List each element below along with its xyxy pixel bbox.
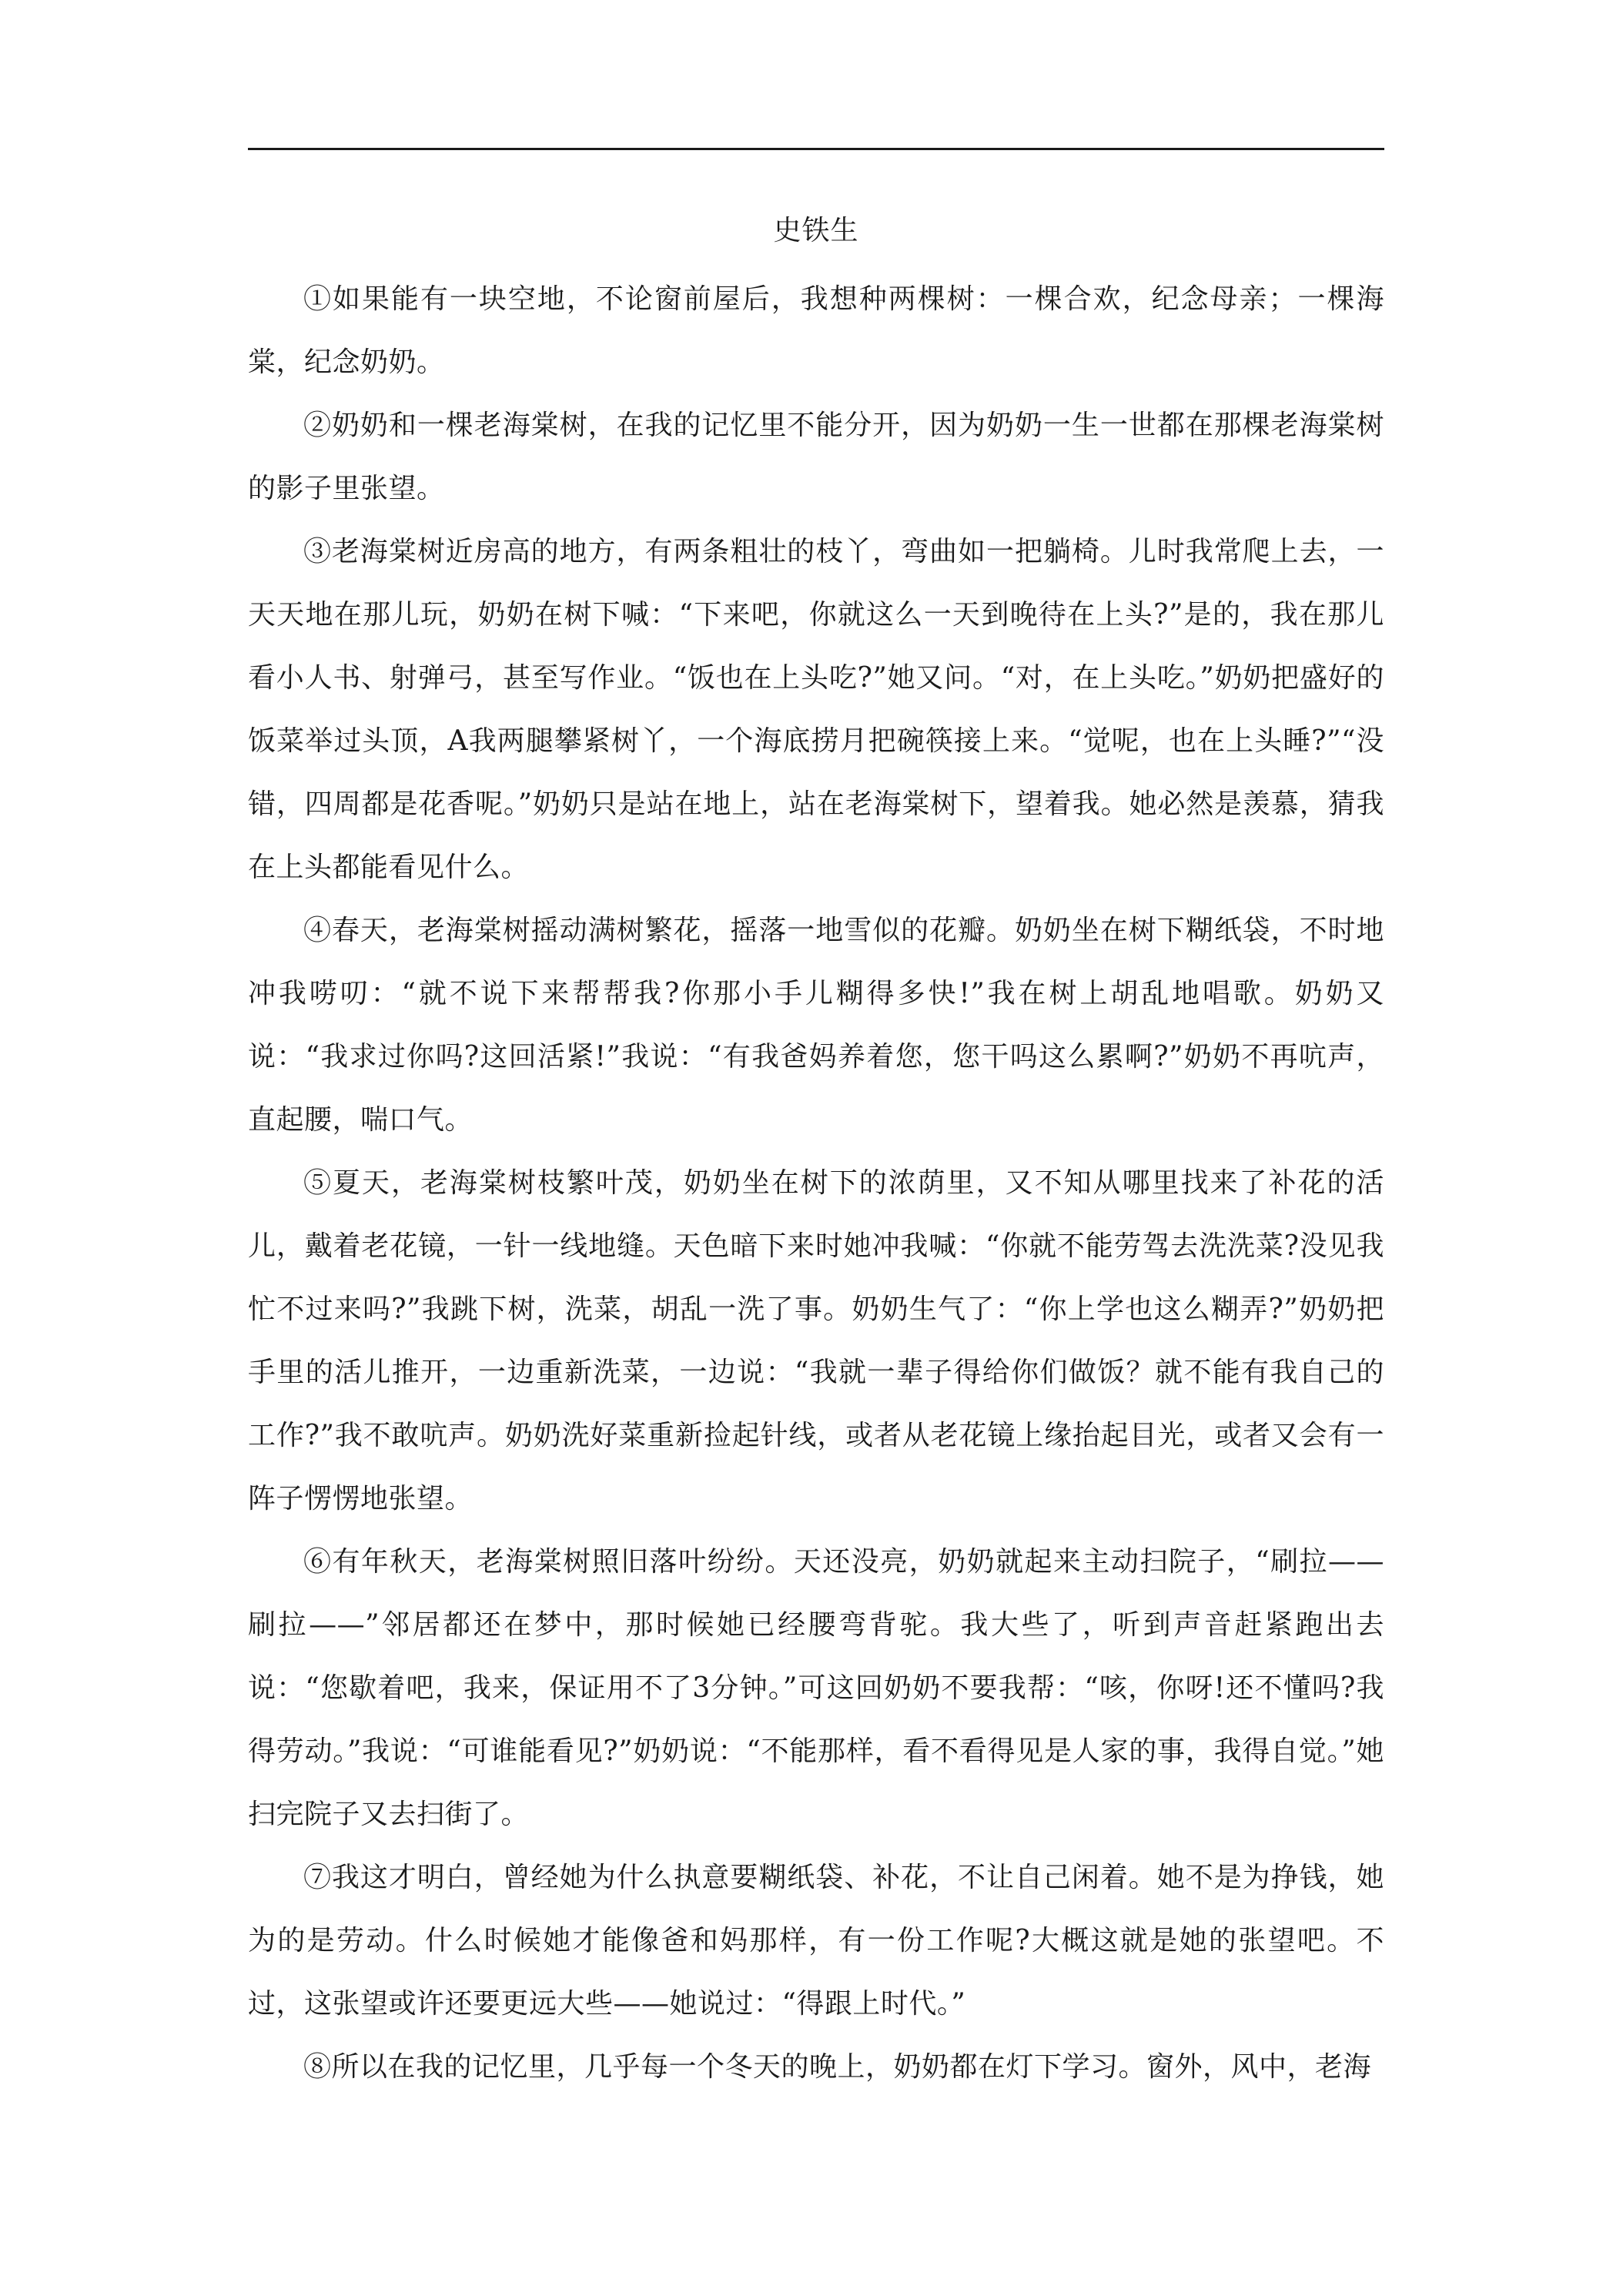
- paragraph-2: ②奶奶和一棵老海棠树，在我的记忆里不能分开，因为奶奶一生一世都在那棵老海棠树的影子里张望。: [248, 410, 1384, 504]
- author-name: 史铁生: [773, 215, 859, 246]
- article-body: [248, 268, 1384, 2099]
- paragraph-6: ⑥有年秋天，老海棠树照旧落叶纷纷。天还没亮，奶奶就起来主动扫院子，“刷拉——刷拉——”邻居都还在梦中，那时候她已经腰弯背驼。我大些了，听到声音赶紧跑出去说：“您歇着吧，我来，保证用不了3分钟。”可这回奶奶不要我帮：“咳，你呀!还不懂吗?我得劳动。”我说：“可谁能看见?”奶奶说：“不能那样，看不看得见是人家的事，我得自觉。”她扫完院子又去扫街了。: [248, 1546, 1384, 1830]
- paragraph-8: ⑧所以在我的记忆里，几乎每一个冬天的晚上，奶奶都在灯下学习。窗外，风中，老海: [303, 2051, 1372, 2083]
- paragraph-3: ③老海棠树近房高的地方，有两条粗壮的枝丫，弯曲如一把躺椅。儿时我常爬上去，一天天地在那儿玩，奶奶在树下喊：“下来吧，你就这么一天到晚待在上头?”是的，我在那儿看小人书、射弹弓，甚至写作业。“饭也在上头吃?”她又问。“对，在上头吃。”奶奶把盛好的饭菜举过头顶，A我两腿攀紧树丫，一个海底捞月把碗筷接上来。“觉呢，也在上头睡?”“没错，四周都是花香呢。”奶奶只是站在地上，站在老海棠树下，望着我。她必然是羡慕，猜我在上头都能看见什么。: [248, 536, 1384, 883]
- paragraph-5: ⑤夏天，老海棠树枝繁叶茂，奶奶坐在树下的浓荫里，又不知从哪里找来了补花的活儿，戴着老花镜，一针一线地缝。天色暗下来时她冲我喊：“你就不能劳驾去洗洗菜?没见我忙不过来吗?”我跳下树，洗菜，胡乱一洗了事。奶奶生气了：“你上学也这么糊弄?”奶奶把手里的活儿推开，一边重新洗菜，一边说：“我就一辈子得给你们做饭？就不能有我自己的工作?”我不敢吭声。奶奶洗好菜重新捡起针线，或者从老花镜上缘抬起目光，或者又会有一阵子愣愣地张望。: [248, 1167, 1384, 1514]
- paragraph-7: ⑦我这才明白，曾经她为什么执意要糊纸袋、补花，不让自己闲着。她不是为挣钱，她为的是劳动。什么时候她才能像爸和妈那样，有一份工作呢?大概这就是她的张望吧。不过，这张望或许还要更远大些——她说过：“得跟上时代。”: [248, 1862, 1384, 2020]
- paragraph-1: ①如果能有一块空地，不论窗前屋后，我想种两棵树：一棵合欢，纪念母亲；一棵海棠，纪念奶奶。: [248, 283, 1384, 378]
- header-rule: [248, 148, 1384, 150]
- paragraph-4: ④春天，老海棠树摇动满树繁花，摇落一地雪似的花瓣。奶奶坐在树下糊纸袋，不时地冲我唠叨：“就不说下来帮帮我?你那小手儿糊得多快!”我在树上胡乱地唱歌。奶奶又说：“我求过你吗?这回活紧!”我说：“有我爸妈养着您，您干吗这么累啊?”奶奶不再吭声，直起腰，喘口气。: [248, 915, 1384, 1136]
